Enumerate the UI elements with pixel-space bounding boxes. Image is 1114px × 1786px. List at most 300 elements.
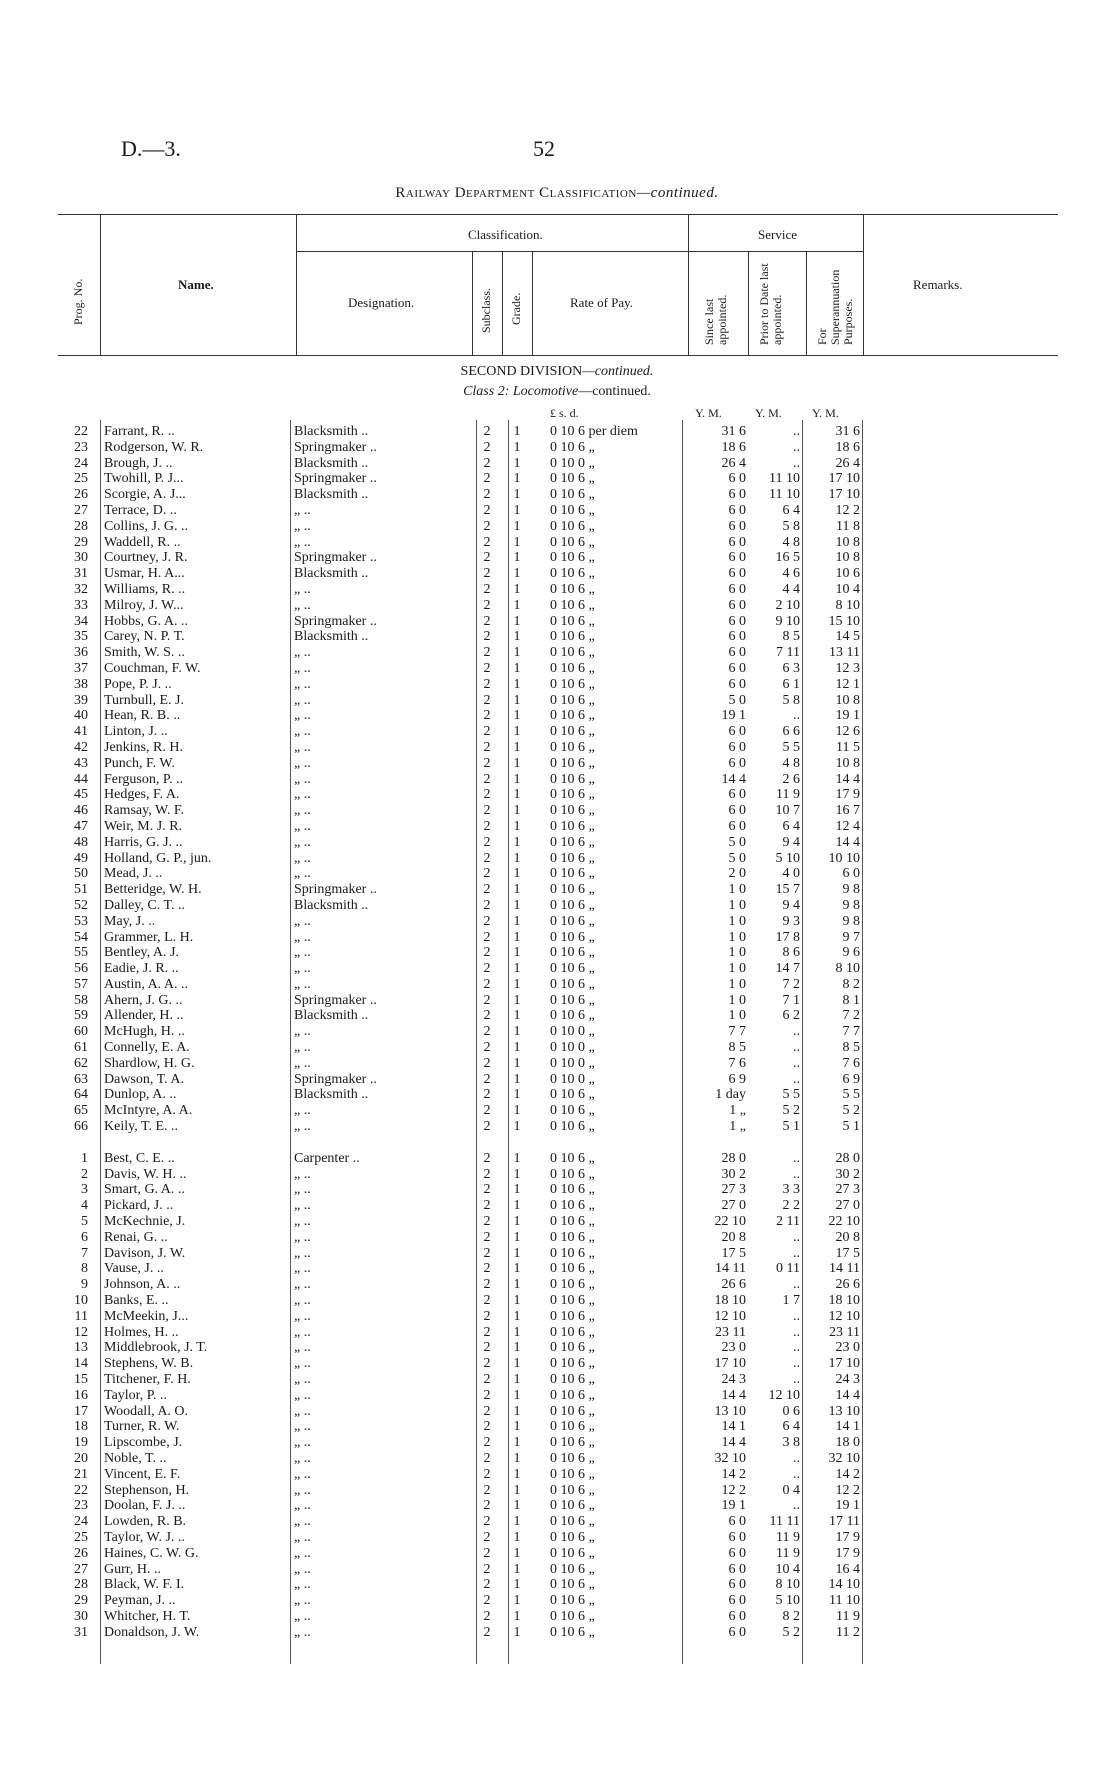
superannuation: 17 9 bbox=[835, 1529, 860, 1545]
table-row bbox=[58, 1593, 1058, 1609]
subclass: 2 bbox=[483, 850, 491, 866]
employee-name: Taylor, W. J. .. bbox=[104, 1529, 185, 1545]
prior-service: 5 8 bbox=[782, 518, 800, 534]
prior-service: 3 3 bbox=[782, 1182, 800, 1198]
since-appointed: 6 0 bbox=[728, 1624, 746, 1640]
employee-name: Linton, J. .. bbox=[104, 724, 168, 740]
table-row bbox=[58, 1246, 1058, 1262]
grade: 1 bbox=[513, 1435, 521, 1451]
rate-of-pay: 0 10 6 „ bbox=[550, 708, 595, 724]
table-row bbox=[58, 740, 1058, 756]
employee-name: Vause, J. .. bbox=[104, 1261, 164, 1277]
designation: Blacksmith .. bbox=[294, 1087, 369, 1103]
employee-name: Milroy, J. W... bbox=[104, 597, 184, 613]
since-appointed: 12 10 bbox=[714, 1308, 746, 1324]
since-appointed: 1 0 bbox=[728, 1008, 746, 1024]
rate-of-pay: 0 10 6 „ bbox=[550, 739, 595, 755]
subclass: 2 bbox=[483, 1372, 491, 1388]
table-row bbox=[58, 440, 1058, 456]
table-row bbox=[58, 1562, 1058, 1578]
designation: „ .. bbox=[294, 818, 311, 834]
superannuation: 14 4 bbox=[835, 1387, 860, 1403]
employee-name: Woodall, A. O. bbox=[104, 1403, 189, 1419]
prior-service: 6 1 bbox=[782, 676, 800, 692]
employee-name: Grammer, L. H. bbox=[104, 929, 194, 945]
subclass: 2 bbox=[483, 1482, 491, 1498]
prior-service: .. bbox=[793, 1372, 800, 1388]
subclass: 2 bbox=[483, 1451, 491, 1466]
prior-service: .. bbox=[793, 1466, 800, 1482]
prog-no: 12 bbox=[74, 1324, 88, 1340]
prog-no: 5 bbox=[81, 1214, 88, 1230]
superannuation: 17 11 bbox=[829, 1514, 860, 1530]
designation: „ .. bbox=[294, 866, 311, 882]
grade: 1 bbox=[513, 1529, 521, 1545]
table-row bbox=[58, 1356, 1058, 1372]
rate-of-pay: 0 10 6 „ bbox=[550, 676, 595, 692]
rate-of-pay: 0 10 6 „ bbox=[550, 597, 595, 613]
designation: „ .. bbox=[294, 1182, 311, 1198]
subclass: 2 bbox=[483, 660, 491, 676]
rate-of-pay: 0 10 0 „ bbox=[550, 1024, 595, 1040]
subclass: 2 bbox=[483, 1261, 491, 1277]
prog-no: 3 bbox=[81, 1182, 88, 1198]
designation: „ .. bbox=[294, 581, 311, 597]
since-appointed: 1 0 bbox=[728, 976, 746, 992]
col-grade: Grade. bbox=[509, 292, 523, 325]
grade: 1 bbox=[513, 692, 521, 708]
superannuation: 11 10 bbox=[829, 1593, 860, 1609]
table-row bbox=[58, 1008, 1058, 1024]
grade: 1 bbox=[513, 818, 521, 834]
grade: 1 bbox=[513, 471, 521, 487]
prior-service: 0 4 bbox=[782, 1482, 800, 1498]
prior-service: 12 10 bbox=[768, 1387, 800, 1403]
employee-name: McIntyre, A. A. bbox=[104, 1103, 193, 1119]
subclass: 2 bbox=[483, 1324, 491, 1340]
grade: 1 bbox=[513, 834, 521, 850]
subclass: 2 bbox=[483, 566, 491, 582]
designation: „ .. bbox=[294, 739, 311, 755]
page-title bbox=[0, 185, 1114, 202]
superannuation: 11 2 bbox=[836, 1624, 860, 1640]
superannuation: 8 2 bbox=[842, 976, 860, 992]
rate-of-pay: 0 10 6 „ bbox=[550, 929, 595, 945]
page-number: 52 bbox=[533, 136, 555, 161]
prior-service: 0 11 bbox=[776, 1261, 800, 1277]
rate-of-pay: 0 10 6 „ bbox=[550, 787, 595, 803]
rate-of-pay: 0 10 6 „ bbox=[550, 471, 595, 487]
subclass: 2 bbox=[483, 708, 491, 724]
since-appointed: 6 0 bbox=[728, 724, 746, 740]
superannuation: 24 3 bbox=[835, 1372, 860, 1388]
units-prior: Y. M. bbox=[755, 406, 782, 420]
designation: „ .. bbox=[294, 755, 311, 771]
grade: 1 bbox=[513, 439, 521, 455]
superannuation: 28 0 bbox=[835, 1150, 860, 1166]
employee-name: Ahern, J. G. .. bbox=[104, 992, 183, 1008]
superannuation: 12 10 bbox=[828, 1308, 860, 1324]
employee-name: Banks, E. .. bbox=[104, 1293, 169, 1309]
rate-of-pay: 0 10 0 „ bbox=[550, 1055, 595, 1071]
subclass: 2 bbox=[483, 1040, 491, 1056]
prior-service: 5 5 bbox=[782, 739, 800, 755]
superannuation: 10 10 bbox=[828, 850, 860, 866]
table-row bbox=[58, 1530, 1058, 1546]
table-row bbox=[58, 1167, 1058, 1183]
designation: „ .. bbox=[294, 1308, 311, 1324]
grade: 1 bbox=[513, 424, 521, 439]
subclass: 2 bbox=[483, 1293, 491, 1309]
designation: „ .. bbox=[294, 692, 311, 708]
superannuation: 30 2 bbox=[835, 1166, 860, 1182]
designation: „ .. bbox=[294, 676, 311, 692]
designation: „ .. bbox=[294, 1466, 311, 1482]
employee-name: Best, C. E. .. bbox=[104, 1150, 175, 1166]
rate-of-pay: 0 10 6 „ bbox=[550, 518, 595, 534]
prog-no: 33 bbox=[74, 597, 88, 613]
since-appointed: 19 1 bbox=[721, 708, 746, 724]
rate-of-pay: 0 10 6 „ bbox=[550, 502, 595, 518]
prog-no: 28 bbox=[74, 1577, 88, 1593]
grade: 1 bbox=[513, 1308, 521, 1324]
employee-name: May, J. .. bbox=[104, 913, 156, 929]
grade: 1 bbox=[513, 850, 521, 866]
since-appointed: 6 0 bbox=[728, 1561, 746, 1577]
prog-no: 11 bbox=[74, 1308, 88, 1324]
rate-of-pay: 0 10 0 „ bbox=[550, 1040, 595, 1056]
designation: „ .. bbox=[294, 850, 311, 866]
subclass: 2 bbox=[483, 1087, 491, 1103]
employee-name: Turner, R. W. bbox=[104, 1419, 180, 1435]
prog-no: 30 bbox=[74, 550, 88, 566]
since-appointed: 18 10 bbox=[714, 1293, 746, 1309]
table-row bbox=[58, 424, 1058, 440]
superannuation: 22 10 bbox=[828, 1214, 860, 1230]
rate-of-pay: 0 10 6 „ bbox=[550, 1372, 595, 1388]
grade: 1 bbox=[513, 961, 521, 977]
grade: 1 bbox=[513, 1008, 521, 1024]
rate-of-pay: 0 10 6 „ bbox=[550, 1387, 595, 1403]
prog-no: 2 bbox=[81, 1166, 88, 1182]
subclass: 2 bbox=[483, 1419, 491, 1435]
employee-name: Shardlow, H. G. bbox=[104, 1055, 195, 1071]
grade: 1 bbox=[513, 1103, 521, 1119]
prog-no: 47 bbox=[74, 818, 88, 834]
since-appointed: 5 0 bbox=[728, 850, 746, 866]
superannuation: 17 9 bbox=[835, 1545, 860, 1561]
subclass: 2 bbox=[483, 1340, 491, 1356]
designation: „ .. bbox=[294, 1040, 311, 1056]
subclass: 2 bbox=[483, 1466, 491, 1482]
subclass: 2 bbox=[483, 1214, 491, 1230]
prior-service: .. bbox=[793, 439, 800, 455]
subclass: 2 bbox=[483, 755, 491, 771]
superannuation: 8 10 bbox=[835, 597, 860, 613]
prog-no: 32 bbox=[74, 581, 88, 597]
subclass: 2 bbox=[483, 1561, 491, 1577]
prior-service: .. bbox=[793, 1150, 800, 1166]
employee-name: Couchman, F. W. bbox=[104, 660, 201, 676]
since-appointed: 23 0 bbox=[721, 1340, 746, 1356]
since-appointed: 1 0 bbox=[728, 882, 746, 898]
employee-name: Donaldson, J. W. bbox=[104, 1624, 200, 1640]
employee-name: Ramsay, W. F. bbox=[104, 803, 185, 819]
employee-name: Betteridge, W. H. bbox=[104, 882, 202, 898]
subclass: 2 bbox=[483, 1608, 491, 1624]
grade: 1 bbox=[513, 1624, 521, 1640]
designation: „ .. bbox=[294, 1451, 311, 1466]
rate-of-pay: 0 10 6 „ bbox=[550, 1482, 595, 1498]
rate-of-pay: 0 10 6 „ bbox=[550, 1514, 595, 1530]
grade: 1 bbox=[513, 1482, 521, 1498]
since-appointed: 19 1 bbox=[721, 1498, 746, 1514]
designation: „ .. bbox=[294, 1482, 311, 1498]
units-since: Y. M. bbox=[695, 406, 722, 420]
superannuation: 14 11 bbox=[829, 1261, 860, 1277]
prog-no: 16 bbox=[74, 1387, 88, 1403]
prog-no: 42 bbox=[74, 739, 88, 755]
prog-no: 39 bbox=[74, 692, 88, 708]
rate-of-pay: 0 10 6 per diem bbox=[550, 424, 638, 439]
subclass: 2 bbox=[483, 518, 491, 534]
rate-of-pay: 0 10 6 „ bbox=[550, 818, 595, 834]
subclass: 2 bbox=[483, 502, 491, 518]
prog-no: 17 bbox=[74, 1403, 88, 1419]
designation: Springmaker .. bbox=[294, 1071, 377, 1087]
prior-service: 0 6 bbox=[782, 1403, 800, 1419]
designation: „ .. bbox=[294, 1277, 311, 1293]
grade: 1 bbox=[513, 581, 521, 597]
grade: 1 bbox=[513, 1229, 521, 1245]
prior-service: 11 10 bbox=[769, 487, 800, 503]
prog-no: 15 bbox=[74, 1372, 88, 1388]
designation: „ .. bbox=[294, 1498, 311, 1514]
table-row bbox=[58, 1451, 1058, 1467]
employee-name: Davison, J. W. bbox=[104, 1245, 186, 1261]
designation: „ .. bbox=[294, 534, 311, 550]
rate-of-pay: 0 10 6 „ bbox=[550, 1150, 595, 1166]
table-row bbox=[58, 1040, 1058, 1056]
table-row bbox=[58, 1514, 1058, 1530]
subclass: 2 bbox=[483, 866, 491, 882]
grade: 1 bbox=[513, 1182, 521, 1198]
prog-no: 44 bbox=[74, 771, 88, 787]
grade: 1 bbox=[513, 502, 521, 518]
since-appointed: 27 3 bbox=[721, 1182, 746, 1198]
grade: 1 bbox=[513, 518, 521, 534]
employee-name: Jenkins, R. H. bbox=[104, 739, 183, 755]
prior-service: .. bbox=[793, 455, 800, 471]
designation: „ .. bbox=[294, 1387, 311, 1403]
rate-of-pay: 0 10 6 „ bbox=[550, 1403, 595, 1419]
prog-no: 13 bbox=[74, 1340, 88, 1356]
employee-name: Connelly, E. A. bbox=[104, 1040, 190, 1056]
since-appointed: 14 1 bbox=[721, 1419, 746, 1435]
table-row bbox=[58, 582, 1058, 598]
since-appointed: 6 0 bbox=[728, 803, 746, 819]
prog-no: 24 bbox=[74, 1514, 88, 1530]
table-row bbox=[58, 1325, 1058, 1341]
superannuation: 10 4 bbox=[835, 581, 860, 597]
table-header bbox=[58, 214, 1058, 356]
rate-of-pay: 0 10 6 „ bbox=[550, 1261, 595, 1277]
superannuation: 5 2 bbox=[842, 1103, 860, 1119]
prog-no: 52 bbox=[74, 897, 88, 913]
designation: „ .. bbox=[294, 1166, 311, 1182]
prior-service: .. bbox=[793, 1308, 800, 1324]
designation: Springmaker .. bbox=[294, 613, 377, 629]
superannuation: 31 6 bbox=[835, 424, 860, 439]
superannuation: 7 6 bbox=[842, 1055, 860, 1071]
employee-name: Lipscombe, J. bbox=[104, 1435, 183, 1451]
superannuation: 10 6 bbox=[835, 566, 860, 582]
employee-name: Whitcher, H. T. bbox=[104, 1608, 191, 1624]
grade: 1 bbox=[513, 866, 521, 882]
col-prog-no: Prog. No. bbox=[71, 278, 85, 325]
subclass: 2 bbox=[483, 1514, 491, 1530]
rate-of-pay: 0 10 6 „ bbox=[550, 566, 595, 582]
grade: 1 bbox=[513, 1403, 521, 1419]
since-appointed: 5 0 bbox=[728, 834, 746, 850]
prior-service: 5 5 bbox=[782, 1087, 800, 1103]
prog-no: 60 bbox=[74, 1024, 88, 1040]
superannuation: 6 0 bbox=[842, 866, 860, 882]
prior-service: 17 8 bbox=[775, 929, 800, 945]
prog-no: 45 bbox=[74, 787, 88, 803]
superannuation: 12 4 bbox=[835, 818, 860, 834]
prog-no: 55 bbox=[74, 945, 88, 961]
designation: „ .. bbox=[294, 945, 311, 961]
designation: „ .. bbox=[294, 1545, 311, 1561]
since-appointed: 6 0 bbox=[728, 581, 746, 597]
table-row bbox=[58, 614, 1058, 630]
rate-of-pay: 0 10 6 „ bbox=[550, 1214, 595, 1230]
grade: 1 bbox=[513, 755, 521, 771]
table-row bbox=[58, 930, 1058, 946]
subclass: 2 bbox=[483, 1245, 491, 1261]
designation: „ .. bbox=[294, 1529, 311, 1545]
table-row bbox=[58, 1261, 1058, 1277]
employee-name: Eadie, J. R. .. bbox=[104, 961, 179, 977]
prog-no: 36 bbox=[74, 645, 88, 661]
since-appointed: 1 0 bbox=[728, 897, 746, 913]
prog-no: 51 bbox=[74, 882, 88, 898]
since-appointed: 6 0 bbox=[728, 613, 746, 629]
table-row bbox=[58, 882, 1058, 898]
grade: 1 bbox=[513, 597, 521, 613]
employee-name: McKechnie, J. bbox=[104, 1214, 186, 1230]
subclass: 2 bbox=[483, 645, 491, 661]
rate-of-pay: 0 10 6 „ bbox=[550, 1277, 595, 1293]
subclass: 2 bbox=[483, 1387, 491, 1403]
table-row bbox=[58, 835, 1058, 851]
employee-name: Rodgerson, W. R. bbox=[104, 439, 204, 455]
prior-service: 11 10 bbox=[769, 471, 800, 487]
prior-service: 7 11 bbox=[776, 645, 800, 661]
prog-no: 14 bbox=[74, 1356, 88, 1372]
prog-no: 37 bbox=[74, 660, 88, 676]
rate-of-pay: 0 10 6 „ bbox=[550, 613, 595, 629]
since-appointed: 7 6 bbox=[728, 1055, 746, 1071]
superannuation: 14 10 bbox=[828, 1577, 860, 1593]
subclass: 2 bbox=[483, 882, 491, 898]
subclass: 2 bbox=[483, 1166, 491, 1182]
prog-no: 31 bbox=[74, 566, 88, 582]
table-row bbox=[58, 724, 1058, 740]
grade: 1 bbox=[513, 1340, 521, 1356]
prog-no: 56 bbox=[74, 961, 88, 977]
designation: „ .. bbox=[294, 1593, 311, 1609]
prog-no: 30 bbox=[74, 1608, 88, 1624]
rate-of-pay: 0 10 6 „ bbox=[550, 629, 595, 645]
table-row bbox=[58, 1340, 1058, 1356]
grade: 1 bbox=[513, 1466, 521, 1482]
table-row bbox=[58, 1467, 1058, 1483]
grade: 1 bbox=[513, 1040, 521, 1056]
title-suffix: —continued. bbox=[636, 185, 719, 201]
prior-service: .. bbox=[793, 1166, 800, 1182]
subclass: 2 bbox=[483, 1593, 491, 1609]
subclass: 2 bbox=[483, 597, 491, 613]
subclass: 2 bbox=[483, 1403, 491, 1419]
table-row bbox=[58, 851, 1058, 867]
superannuation: 11 9 bbox=[836, 1608, 860, 1624]
designation: „ .. bbox=[294, 1372, 311, 1388]
subclass: 2 bbox=[483, 1008, 491, 1024]
grade: 1 bbox=[513, 1166, 521, 1182]
subclass: 2 bbox=[483, 1055, 491, 1071]
rate-of-pay: 0 10 6 „ bbox=[550, 660, 595, 676]
class-heading bbox=[0, 384, 1114, 400]
prog-no: 6 bbox=[81, 1229, 88, 1245]
employee-name: McMeekin, J... bbox=[104, 1308, 189, 1324]
superannuation: 11 5 bbox=[836, 739, 860, 755]
employee-name: Stephens, W. B. bbox=[104, 1356, 194, 1372]
grade: 1 bbox=[513, 676, 521, 692]
designation: „ .. bbox=[294, 961, 311, 977]
employee-name: Johnson, A. .. bbox=[104, 1277, 181, 1293]
table-row bbox=[58, 1309, 1058, 1325]
grade: 1 bbox=[513, 897, 521, 913]
prior-service: 9 10 bbox=[775, 613, 800, 629]
table-row bbox=[58, 1498, 1058, 1514]
since-appointed: 6 0 bbox=[728, 1593, 746, 1609]
designation: „ .. bbox=[294, 1435, 311, 1451]
grade: 1 bbox=[513, 1545, 521, 1561]
since-appointed: 1 „ bbox=[729, 1119, 746, 1135]
rate-of-pay: 0 10 6 „ bbox=[550, 487, 595, 503]
designation: „ .. bbox=[294, 1261, 311, 1277]
grade: 1 bbox=[513, 1372, 521, 1388]
grade: 1 bbox=[513, 929, 521, 945]
since-appointed: 6 0 bbox=[728, 518, 746, 534]
since-appointed: 7 7 bbox=[728, 1024, 746, 1040]
since-appointed: 6 0 bbox=[728, 550, 746, 566]
superannuation: 10 8 bbox=[835, 550, 860, 566]
employee-name: Hedges, F. A. bbox=[104, 787, 180, 803]
employee-name: Punch, F. W. bbox=[104, 755, 175, 771]
superannuation: 9 7 bbox=[842, 929, 860, 945]
designation: „ .. bbox=[294, 1214, 311, 1230]
prog-no: 20 bbox=[74, 1451, 88, 1466]
since-appointed: 6 0 bbox=[728, 660, 746, 676]
prior-service: 11 11 bbox=[769, 1514, 800, 1530]
prior-service: 3 8 bbox=[782, 1435, 800, 1451]
rate-of-pay: 0 10 6 „ bbox=[550, 1593, 595, 1609]
grade: 1 bbox=[513, 1071, 521, 1087]
table-row bbox=[58, 1119, 1058, 1135]
